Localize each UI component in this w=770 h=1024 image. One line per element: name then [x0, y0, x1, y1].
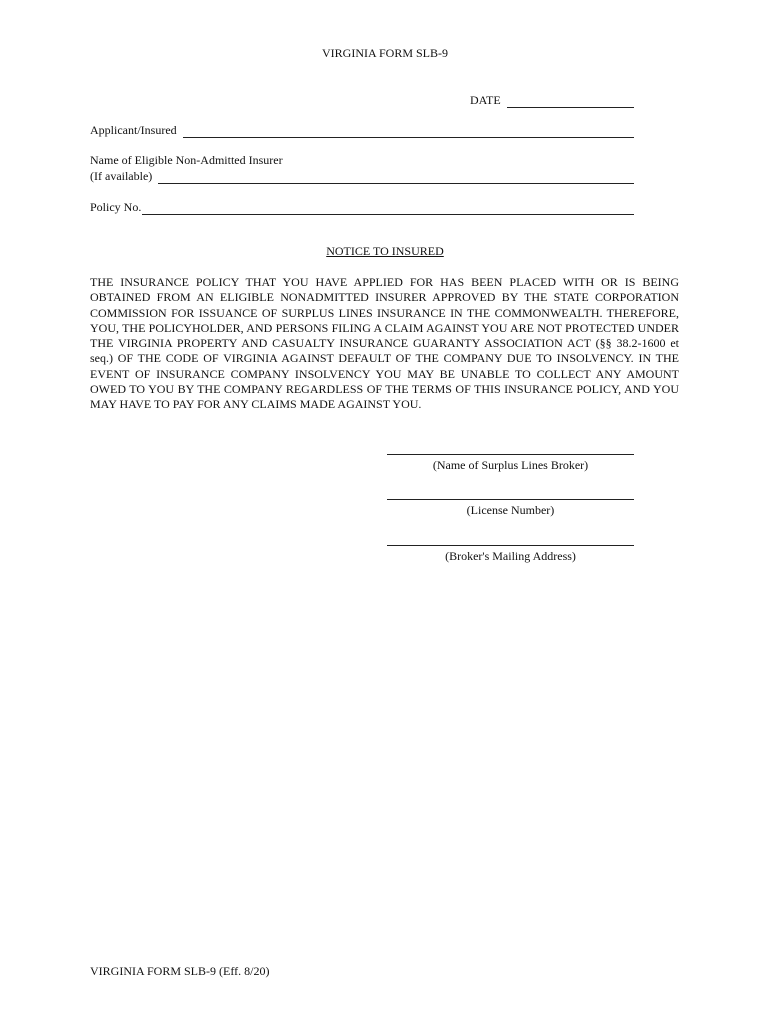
insurer-label: Name of Eligible Non-Admitted Insurer [90, 153, 283, 167]
notice-heading: NOTICE TO INSURED [326, 244, 444, 258]
applicant-label: Applicant/Insured [90, 123, 177, 137]
mailing-address-caption: (Broker's Mailing Address) [445, 549, 576, 563]
applicant-field[interactable] [90, 123, 634, 138]
form-footer: VIRGINIA FORM SLB-9 (Eff. 8/20) [90, 964, 270, 978]
license-number-line[interactable] [387, 499, 634, 500]
license-number-signature[interactable] [387, 499, 634, 518]
broker-name-line[interactable] [387, 454, 634, 455]
date-label: DATE [470, 93, 501, 107]
form-title: VIRGINIA FORM SLB-9 [321, 46, 448, 60]
policy-field[interactable] [90, 200, 634, 215]
insurer-blank-line[interactable] [158, 172, 634, 184]
broker-name-signature[interactable] [387, 454, 634, 473]
mailing-address-signature[interactable] [387, 545, 634, 564]
insurer-label-available: (If available) [90, 169, 153, 183]
date-field[interactable] [470, 93, 634, 108]
license-number-caption: (License Number) [466, 503, 555, 517]
applicant-blank-line[interactable] [183, 126, 634, 138]
mailing-address-line[interactable] [387, 545, 634, 546]
broker-name-caption: (Name of Surplus Lines Broker) [432, 458, 589, 472]
insurer-field[interactable] [90, 169, 634, 184]
notice-body: THE INSURANCE POLICY THAT YOU HAVE APPLIED FOR HAS BEEN PLACED WITH OR IS BEING OBTAINED FROM AN ELIGIBLE NONADMITTED INSURER APPROVED BY THE STATE CORPORATION COMMISSION FOR ISSUANCE OF SURPLUS LINES INSURANCE IN THE COMMONWEALTH. THEREFORE, YOU, THE POLICYHOLDER, AND PERSONS FILING A CLAIM AGAINST YOU ARE NOT PROTECTED UNDER THE VIRGINIA PROPERTY AND CASUALTY INSURANCE GUARANTY ASSOCIATION ACT (§§ 38.2-1600 et seq.) OF THE CODE OF VIRGINIA AGAINST DEFAULT OF THE COMPANY DUE TO INSOLVENCY. IN THE EVENT OF INSURANCE COMPANY INSOLVENCY YOU MAY BE UNABLE TO COLLECT ANY AMOUNT OWED TO YOU BY THE COMPANY REGARDLESS OF THE TERMS OF THIS INSURANCE POLICY, AND YOU MAY HAVE TO PAY FOR ANY CLAIMS MADE AGAINST YOU. [90, 275, 679, 412]
date-blank-line[interactable] [507, 96, 634, 108]
policy-blank-line[interactable] [142, 203, 634, 215]
policy-label: Policy No. [90, 200, 142, 214]
